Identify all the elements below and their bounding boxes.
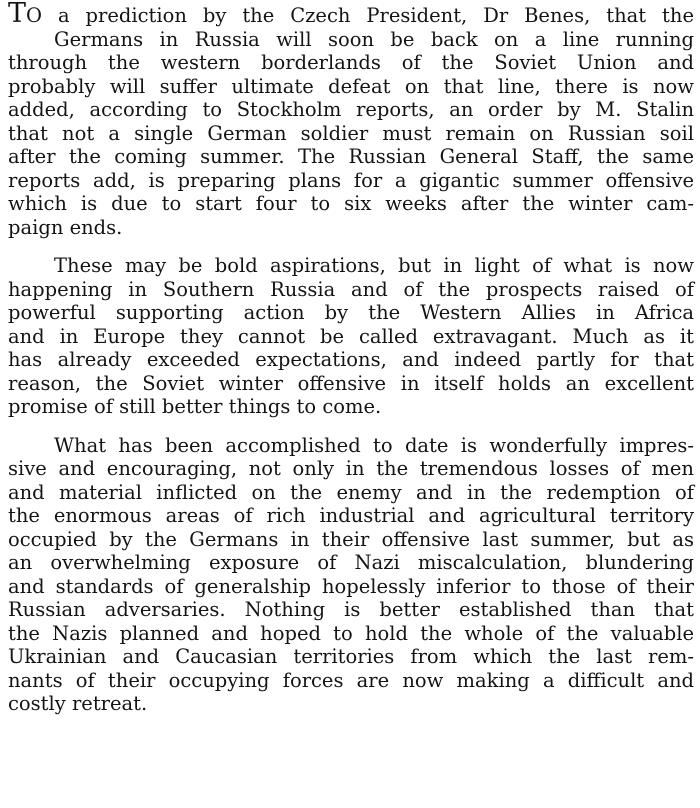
newspaper-article — [8, 2, 694, 716]
article-line: probably will suffer ultimate defeat on that line, there is now — [8, 74, 694, 98]
article-line: What has been accomplished to date is wonderfully impres- — [54, 433, 694, 457]
article-line: through the western borderlands of the Soviet Union and — [8, 51, 694, 74]
article-line: occupied by the Germans in their offensive last summer, but as — [8, 527, 694, 551]
article-line: sive and encouraging, not only in the tremendous losses of men — [8, 457, 694, 480]
article-line: nants of their occupying forces are now making a difficult and — [8, 668, 694, 692]
paragraph-2 — [8, 254, 694, 419]
article-line: reason, the Soviet winter offensive in itself holds an excellent — [8, 371, 694, 395]
article-line: that not a single German soldier must remain on Russian soil — [8, 121, 694, 145]
article-line: and material inflicted on the enemy and in the redemption of — [8, 480, 694, 504]
paragraph-1 — [8, 2, 694, 239]
article-line: paign ends. — [8, 215, 123, 239]
article-line: Germans in Russia will soon be back on a line running — [54, 27, 694, 51]
article-line: reports add, is preparing plans for a gigantic summer offensive — [8, 168, 694, 192]
article-line: and in Europe they cannot be called extravagant. Much as it — [8, 324, 694, 348]
article-line: added, according to Stockholm reports, an order by M. Stalin — [8, 98, 694, 121]
article-line: the enormous areas of rich industrial and agricultural territory — [8, 504, 694, 527]
article-line: has already exceeded expectations, and indeed partly for that — [8, 348, 694, 371]
article-line: promise of still better things to come. — [8, 395, 382, 418]
article-line: Russian adversaries. Nothing is better established than that — [8, 598, 694, 621]
article-line: which is due to start four to six weeks after the winter cam- — [8, 192, 694, 215]
article-line: an overwhelming exposure of Nazi miscalculation, blundering — [8, 551, 694, 574]
paragraph-3 — [8, 434, 694, 716]
article-line: costly retreat. — [8, 692, 148, 715]
article-line: and standards of generalship hopelessly inferior to those of their — [8, 574, 694, 598]
article-line — [8, 2, 694, 28]
article-line: the Nazis planned and hoped to hold the whole of the valuable — [8, 621, 694, 645]
article-line: Ukrainian and Caucasian territories from which the last rem- — [8, 645, 694, 668]
article-line: These may be bold aspirations, but in light of what is now — [54, 254, 694, 277]
article-line: after the coming summer. The Russian General Staff, the same — [8, 145, 694, 168]
drop-cap-letter: T — [8, 0, 27, 29]
line-text: O a prediction by the Czech President, Dr Benes, that the — [26, 4, 694, 27]
article-line: powerful supporting action by the Western Allies in Africa — [8, 301, 694, 324]
article-line: happening in Southern Russia and of the prospects raised of — [8, 277, 694, 301]
